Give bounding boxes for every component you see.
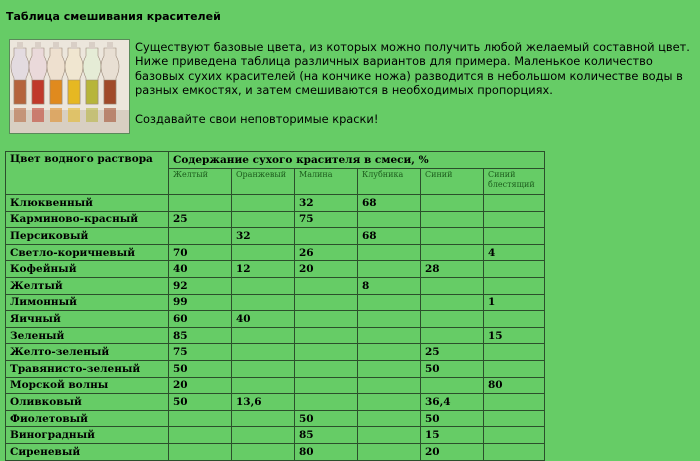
percentage-cell: 80 bbox=[484, 377, 545, 394]
table-row bbox=[6, 294, 545, 311]
table-row bbox=[6, 244, 545, 261]
percentage-cell bbox=[484, 211, 545, 228]
percentage-cell: 50 bbox=[421, 410, 484, 427]
percentage-cell bbox=[484, 394, 545, 411]
dye-header: Синий bbox=[421, 169, 484, 195]
percentage-cell bbox=[484, 311, 545, 328]
percentage-cell: 85 bbox=[169, 327, 232, 344]
percentage-cell: 12 bbox=[232, 261, 295, 278]
percentage-cell bbox=[295, 228, 358, 245]
percentage-cell bbox=[169, 228, 232, 245]
percentage-cell: 40 bbox=[232, 311, 295, 328]
percentage-cell: 15 bbox=[484, 327, 545, 344]
percentage-cell bbox=[421, 195, 484, 212]
dye-bottles-image bbox=[9, 39, 130, 134]
percentage-cell bbox=[295, 277, 358, 294]
percentage-cell bbox=[295, 294, 358, 311]
color-name-cell: Светло-коричневый bbox=[6, 244, 169, 261]
percentage-cell bbox=[232, 211, 295, 228]
percentage-cell: 36,4 bbox=[421, 394, 484, 411]
percentage-cell: 20 bbox=[421, 443, 484, 460]
percentage-cell bbox=[358, 344, 421, 361]
table-row bbox=[6, 427, 545, 444]
percentage-cell bbox=[484, 410, 545, 427]
dye-mixing-table bbox=[5, 151, 545, 461]
percentage-cell bbox=[484, 228, 545, 245]
percentage-cell: 75 bbox=[295, 211, 358, 228]
percentage-cell: 85 bbox=[295, 427, 358, 444]
percentage-cell bbox=[232, 195, 295, 212]
percentage-cell bbox=[484, 344, 545, 361]
table-row bbox=[6, 195, 545, 212]
percentage-cell: 80 bbox=[295, 443, 358, 460]
color-name-cell: Травянисто-зеленый bbox=[6, 360, 169, 377]
percentage-cell: 92 bbox=[169, 277, 232, 294]
dye-header: Малина bbox=[295, 169, 358, 195]
percentage-cell: 25 bbox=[421, 344, 484, 361]
table-row bbox=[6, 377, 545, 394]
color-name-cell: Яичный bbox=[6, 311, 169, 328]
dye-header: Желтый bbox=[169, 169, 232, 195]
percentage-cell bbox=[232, 244, 295, 261]
percentage-cell: 50 bbox=[169, 394, 232, 411]
table-row bbox=[6, 228, 545, 245]
color-name-cell: Клюквенный bbox=[6, 195, 169, 212]
table-row bbox=[6, 394, 545, 411]
percentage-cell: 15 bbox=[421, 427, 484, 444]
percentage-cell bbox=[358, 261, 421, 278]
percentage-cell bbox=[484, 360, 545, 377]
percentage-cell bbox=[232, 443, 295, 460]
intro-paragraph: Существуют базовые цвета, из которых можно получить любой желаемый составной цвет. Ниже приведена таблица различных вариантов для примера. Маленькое количество базовых сухих красителей (на кончике ножа) разводится в небольшом количестве воды в разных емкостях, и затем смешиваются в необходимых пропорциях. bbox=[135, 40, 690, 98]
percentage-cell bbox=[232, 427, 295, 444]
color-name-cell: Морской волны bbox=[6, 377, 169, 394]
percentage-cell: 50 bbox=[169, 360, 232, 377]
percentage-cell: 25 bbox=[169, 211, 232, 228]
percentage-cell: 70 bbox=[169, 244, 232, 261]
percentage-cell bbox=[295, 394, 358, 411]
percentage-cell: 13,6 bbox=[232, 394, 295, 411]
percentage-cell bbox=[484, 443, 545, 460]
percentage-cell bbox=[358, 244, 421, 261]
color-name-cell: Фиолетовый bbox=[6, 410, 169, 427]
table-body bbox=[6, 195, 545, 461]
page-title: Таблица смешивания красителей bbox=[6, 10, 221, 23]
percentage-cell: 4 bbox=[484, 244, 545, 261]
call-to-action: Создавайте свои неповторимые краски! bbox=[135, 111, 379, 126]
percentage-cell: 50 bbox=[295, 410, 358, 427]
percentage-cell bbox=[295, 360, 358, 377]
percentage-cell bbox=[232, 344, 295, 361]
percentage-cell: 26 bbox=[295, 244, 358, 261]
table-row bbox=[6, 443, 545, 460]
percentage-cell: 1 bbox=[484, 294, 545, 311]
percentage-cell bbox=[358, 377, 421, 394]
percentage-cell bbox=[358, 327, 421, 344]
table-row bbox=[6, 211, 545, 228]
percentage-cell bbox=[358, 410, 421, 427]
percentage-cell bbox=[169, 443, 232, 460]
dye-header: Синий блестящий bbox=[484, 169, 545, 195]
color-name-cell: Оливковый bbox=[6, 394, 169, 411]
percentage-cell bbox=[169, 427, 232, 444]
percentage-cell bbox=[295, 377, 358, 394]
percentage-cell bbox=[421, 327, 484, 344]
percentage-cell bbox=[421, 244, 484, 261]
percentage-cell bbox=[358, 211, 421, 228]
percentage-cell: 20 bbox=[169, 377, 232, 394]
percentage-cell: 50 bbox=[421, 360, 484, 377]
percentage-cell bbox=[421, 228, 484, 245]
percentage-cell bbox=[484, 427, 545, 444]
color-column-header: Цвет водного раствора bbox=[6, 152, 169, 195]
percentage-cell: 32 bbox=[232, 228, 295, 245]
percentage-cell bbox=[358, 294, 421, 311]
percentage-cell bbox=[232, 377, 295, 394]
table-row bbox=[6, 311, 545, 328]
table-row bbox=[6, 277, 545, 294]
table-header-row bbox=[6, 152, 545, 169]
percentage-cell bbox=[232, 360, 295, 377]
table-row bbox=[6, 327, 545, 344]
color-name-cell: Виноградный bbox=[6, 427, 169, 444]
percentage-cell bbox=[421, 277, 484, 294]
percentage-cell: 32 bbox=[295, 195, 358, 212]
percentage-cell bbox=[232, 294, 295, 311]
percentage-cell bbox=[358, 427, 421, 444]
percentage-cell bbox=[421, 377, 484, 394]
color-name-cell: Желтый bbox=[6, 277, 169, 294]
dye-header: Оранжевый bbox=[232, 169, 295, 195]
percentage-cell: 75 bbox=[169, 344, 232, 361]
percentage-cell bbox=[358, 311, 421, 328]
table-row bbox=[6, 410, 545, 427]
percentage-cell: 99 bbox=[169, 294, 232, 311]
percentage-cell: 8 bbox=[358, 277, 421, 294]
percentage-cell bbox=[421, 211, 484, 228]
percentage-cell: 60 bbox=[169, 311, 232, 328]
table-row bbox=[6, 344, 545, 361]
table-row bbox=[6, 261, 545, 278]
percentage-cell bbox=[295, 327, 358, 344]
color-name-cell: Сиреневый bbox=[6, 443, 169, 460]
percentage-cell bbox=[169, 410, 232, 427]
table-row bbox=[6, 360, 545, 377]
percentage-cell bbox=[358, 443, 421, 460]
intro-text-block bbox=[135, 40, 691, 126]
percentage-cell: 20 bbox=[295, 261, 358, 278]
percentage-cell bbox=[484, 195, 545, 212]
color-name-cell: Желто-зеленый bbox=[6, 344, 169, 361]
percentage-cell: 68 bbox=[358, 228, 421, 245]
percentage-cell bbox=[232, 410, 295, 427]
percentage-cell: 40 bbox=[169, 261, 232, 278]
percentage-cell bbox=[358, 394, 421, 411]
percentage-cell: 28 bbox=[421, 261, 484, 278]
color-name-cell: Лимонный bbox=[6, 294, 169, 311]
percentage-cell bbox=[484, 261, 545, 278]
color-name-cell: Персиковый bbox=[6, 228, 169, 245]
percentage-cell bbox=[295, 344, 358, 361]
color-name-cell: Кофейный bbox=[6, 261, 169, 278]
dye-bottles-icon bbox=[10, 40, 129, 133]
percentage-cell bbox=[169, 195, 232, 212]
percentage-cell: 68 bbox=[358, 195, 421, 212]
percentage-cell bbox=[295, 311, 358, 328]
dye-header: Клубника bbox=[358, 169, 421, 195]
color-name-cell: Карминово-красный bbox=[6, 211, 169, 228]
dye-group-header: Содержание сухого красителя в смеси, % bbox=[169, 152, 545, 169]
percentage-cell bbox=[484, 277, 545, 294]
percentage-cell bbox=[421, 311, 484, 328]
percentage-cell bbox=[232, 277, 295, 294]
percentage-cell bbox=[421, 294, 484, 311]
color-name-cell: Зеленый bbox=[6, 327, 169, 344]
percentage-cell bbox=[232, 327, 295, 344]
percentage-cell bbox=[358, 360, 421, 377]
